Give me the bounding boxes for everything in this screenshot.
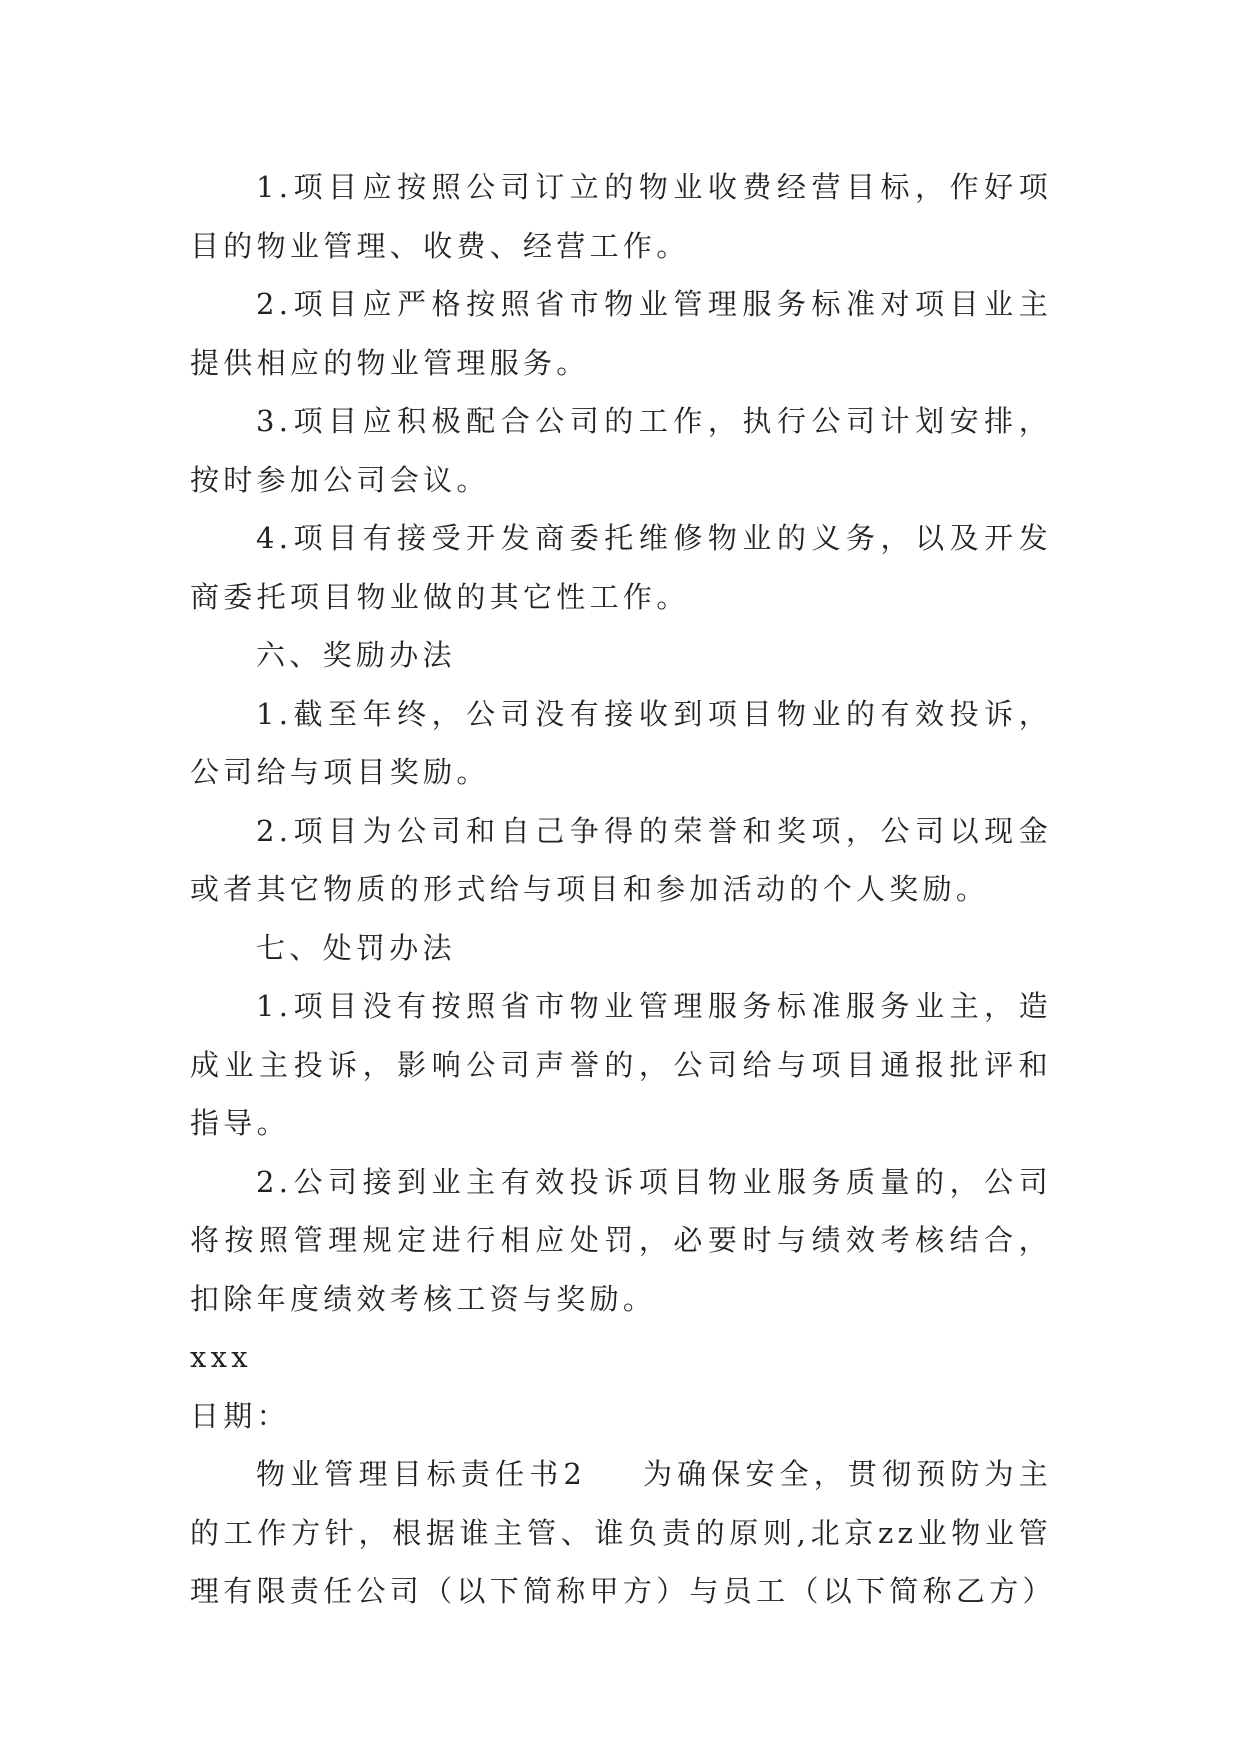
next-section-body: 为确保安全，贯彻预防为主的工作方针，根据谁主管、谁负责的原则,北京zz业物业管理有限责任公司（以下简称甲方）与员工（以下简称乙方） xyxy=(190,1457,1056,1608)
next-section-title: 物业管理目标责任书2 xyxy=(256,1457,587,1491)
date-label: 日期： xyxy=(190,1398,290,1433)
section-heading-rewards: 六、奖励办法 xyxy=(256,638,456,672)
paragraph-duty-4: 4.项目有接受开发商委托维修物业的义务，以及开发商委托项目物业做的其它性工作。 xyxy=(190,521,1052,614)
paragraph-penalty-2: 2.公司接到业主有效投诉项目物业服务质量的，公司将按照管理规定进行相应处罚，必要时与绩效考核结合，扣除年度绩效考核工资与奖励。 xyxy=(190,1164,1052,1316)
paragraph-reward-2: 2.项目为公司和自己争得的荣誉和奖项，公司以现金或者其它物质的形式给与项目和参加活动的个人奖励。 xyxy=(190,813,1052,906)
paragraph-next-section xyxy=(190,1445,1056,1621)
signature-line: xxx xyxy=(190,1340,252,1374)
paragraph-duty-3: 3.项目应积极配合公司的工作，执行公司计划安排，按时参加公司会议。 xyxy=(190,404,1052,497)
paragraph-duty-1: 1.项目应按照公司订立的物业收费经营目标，作好项目的物业管理、收费、经营工作。 xyxy=(190,170,1052,263)
paragraph-reward-1: 1.截至年终，公司没有接收到项目物业的有效投诉，公司给与项目奖励。 xyxy=(190,696,1052,789)
paragraph-penalty-1: 1.项目没有按照省市物业管理服务标准服务业主，造成业主投诉，影响公司声誉的，公司给与项目通报批评和指导。 xyxy=(190,989,1052,1140)
paragraph-duty-2: 2.项目应严格按照省市物业管理服务标准对项目业主提供相应的物业管理服务。 xyxy=(190,287,1052,380)
document-body xyxy=(190,158,1056,1621)
section-heading-penalties: 七、处罚办法 xyxy=(256,930,456,965)
